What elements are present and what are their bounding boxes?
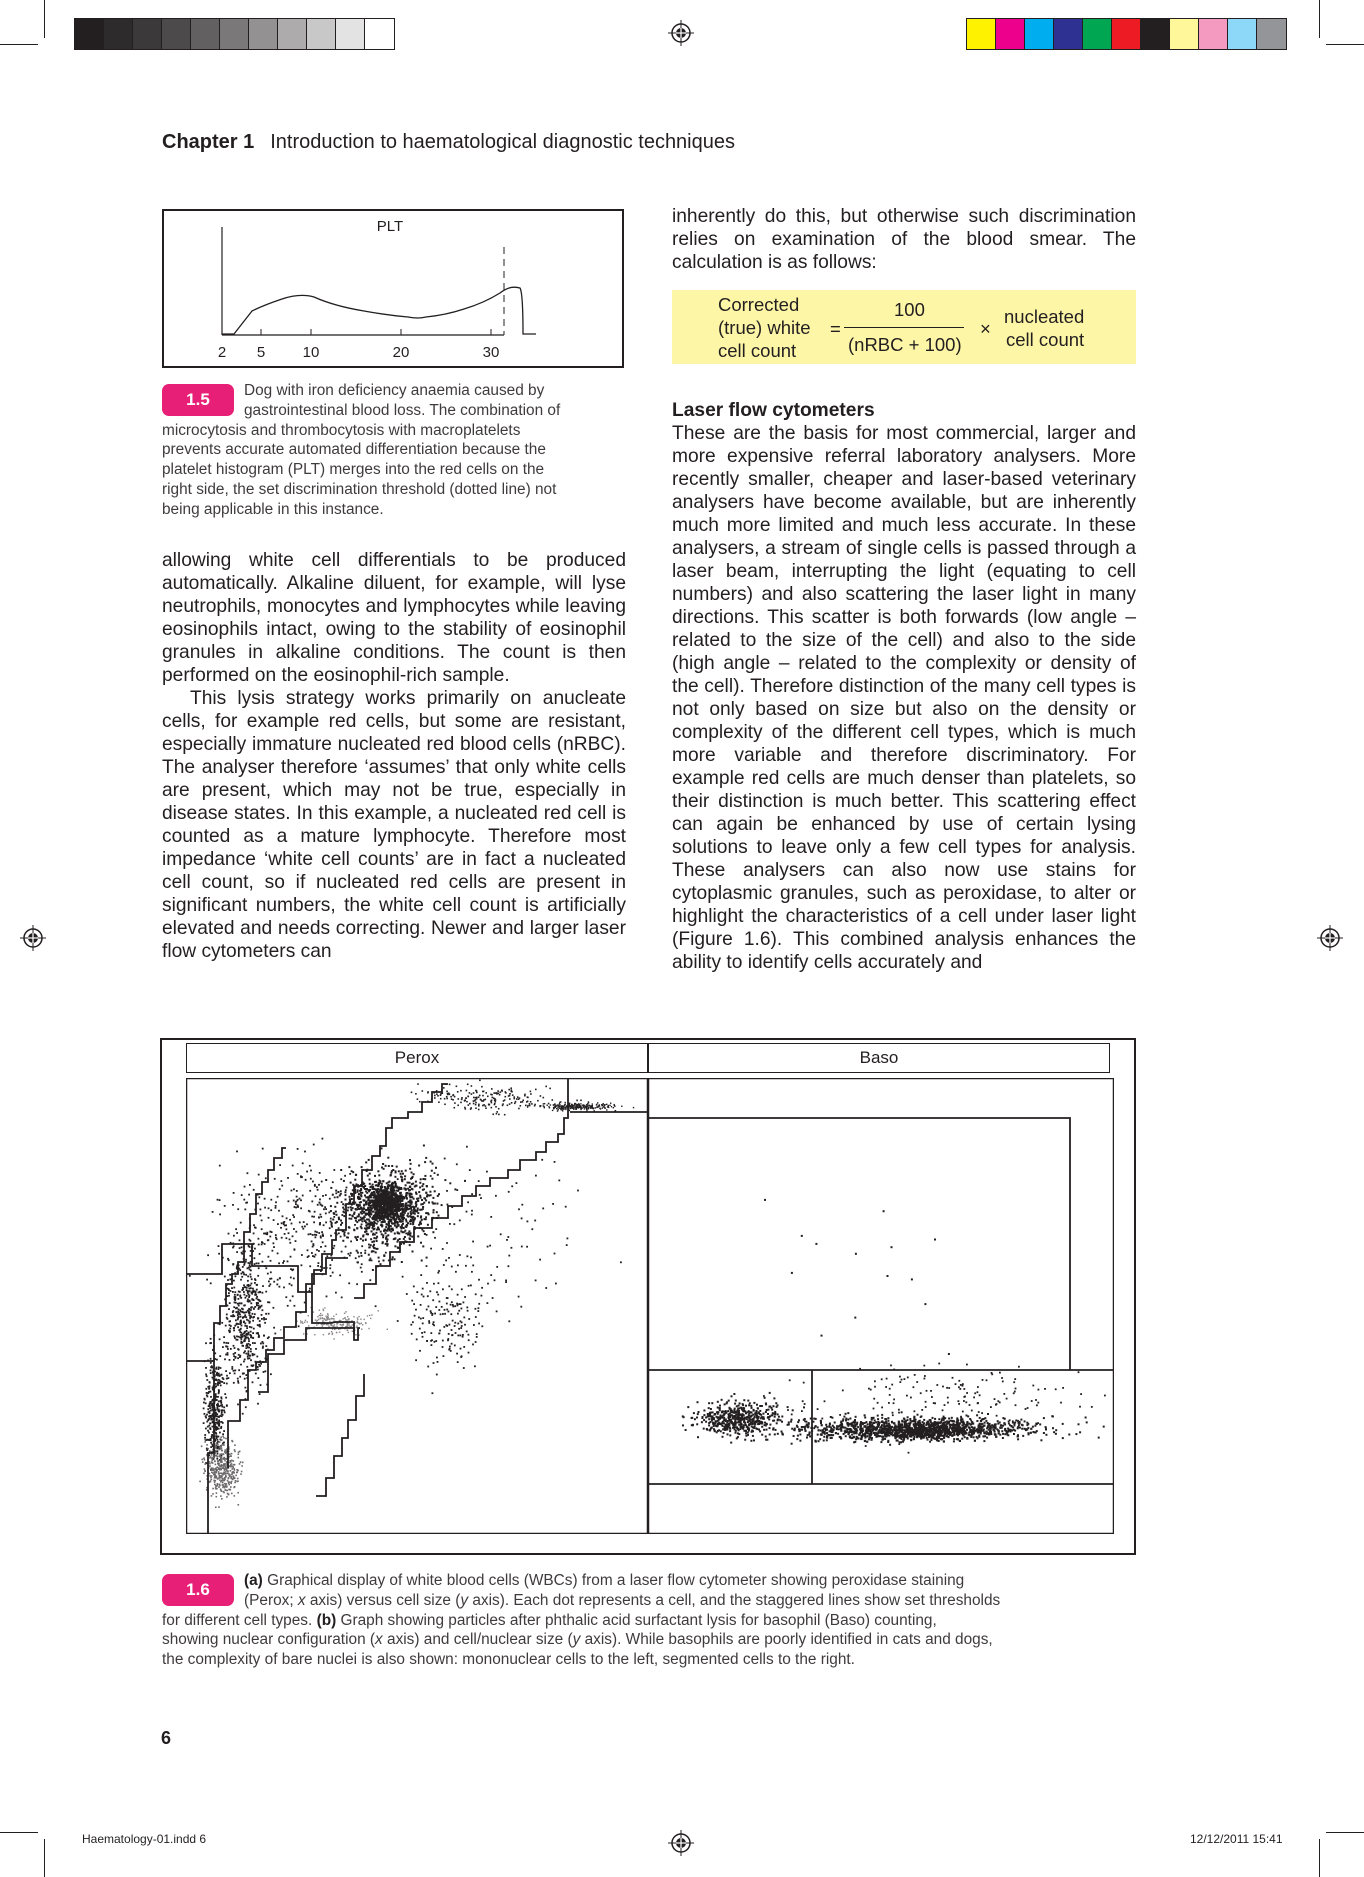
running-header [162, 131, 735, 154]
histogram-curve [222, 287, 536, 334]
right-column-text [672, 399, 1136, 974]
threshold-line [214, 1148, 286, 1361]
threshold-line [316, 1374, 364, 1496]
caption-text: for different cell types. [162, 1611, 317, 1629]
paragraph: inherently do this, but otherwise such discrimination relies on examination of the blood smear. The calculation is as follows: [672, 206, 1136, 273]
caption-text: axis) and cell/nuclear size ( [382, 1631, 573, 1649]
x-tick-label: 10 [302, 344, 320, 361]
caption-text: Graphical display of white blood cells (WBCs) from a laser flow cytometer showing peroxidase staining [267, 1572, 965, 1589]
x-tick-label: 2 [217, 344, 227, 361]
caption-line: prevents accurate automated differentiation because the [162, 441, 546, 459]
color-swatch [191, 19, 220, 49]
slug-filename: Haematology-01.indd 6 [82, 1832, 207, 1846]
baso-plot-frame [649, 1079, 1114, 1534]
caption-text: y [460, 1591, 469, 1609]
figure-1-5-number-badge: 1.5 [162, 384, 234, 416]
formula-rhs-line: cell count [1006, 329, 1085, 350]
baso-cell-dots [682, 1199, 1106, 1454]
caption-text: y [572, 1631, 581, 1649]
color-swatch [967, 19, 996, 49]
caption-line: Dog with iron deficiency anaemia caused by [244, 382, 545, 399]
x-tick-label: 20 [392, 344, 410, 361]
crop-mark [44, 1839, 45, 1877]
threshold-line [228, 1084, 448, 1468]
color-swatch [996, 19, 1025, 49]
crop-mark [1319, 1839, 1320, 1877]
caption-text: axis) versus cell size ( [305, 1591, 461, 1609]
color-swatch [365, 19, 394, 49]
chapter-label: Chapter 1 [162, 131, 255, 153]
formula-lhs-line: Corrected [718, 294, 800, 315]
color-swatch [1141, 19, 1170, 49]
formula-equals: = [830, 318, 841, 339]
panel-b-title: Baso [648, 1043, 1110, 1073]
caption-text: (Perox; [244, 1591, 298, 1609]
platelet-histogram-plot [164, 211, 622, 366]
color-swatch [1257, 19, 1286, 49]
panel-a-title: Perox [186, 1043, 648, 1073]
crop-mark [1326, 44, 1364, 45]
figure-1-5-caption [162, 381, 632, 520]
figure-1-6-number-badge: 1.6 [162, 1574, 234, 1606]
paragraph: This lysis strategy works primarily on anucleate cells, for example red cells, but some are resistant, especially immature nucleated red blood cells (nRBC). The analyser therefore ‘assumes’ that only white cells are present, which may not be true, especially in disease states. In this example, a nucleated red cell is counted as a mature lymphocyte. Therefore most impedance ‘white cell counts’ are in fact a nucleated cell count, so if nucleated red cells are present in significant numbers, the white cell count is artificially elevated and needs correcting. Newer and larger laser flow cytometers can [162, 688, 626, 962]
chapter-title: Introduction to haematological diagnostic techniques [270, 131, 735, 153]
figure-1-5-platelet-histogram [162, 209, 624, 368]
baso-scattergram [648, 1078, 1114, 1534]
color-swatch [75, 19, 104, 49]
caption-text: x [297, 1591, 306, 1609]
color-swatch [307, 19, 336, 49]
caption-line [162, 1591, 1142, 1611]
caption-text: showing nuclear configuration ( [162, 1631, 376, 1649]
caption-part-tag: (a) [244, 1572, 263, 1589]
color-swatch [249, 19, 278, 49]
registration-mark-icon [668, 1830, 694, 1856]
color-swatch [133, 19, 162, 49]
formula-lhs-line: cell count [718, 340, 797, 361]
paragraph: These are the basis for most commercial, larger and more expensive referral laboratory analysers. More recently smaller, cheaper and laser-based veterinary analysers have become available, but are inherently much more limited and much less accurate. In these analysers, a stream of single cells is passed through a laser beam, interrupting the light (equating to cell numbers) and also scattering the laser light in many directions. This scatter is both forwards (low angle – related to the size of the cell) and also to the side (high angle – related to the complexity or density of the cell). Therefore distinction of the many cell types is not only based on size but also on the density or complexity of the different cell types, which is much more variable and therefore discriminatory. For example red cells are much denser than platelets, so their distinction is much better. This scattering effect can again be enhanced by use of certain lysing solutions to leave only a few cell types for analysis. These analysers can also now use stains for cytoplasmic granules, such as peroxidase, to alter or highlight the characteristics of a cell under laser light (Figure 1.6). This combined analysis enhances the ability to identify cells accurately and [672, 423, 1136, 973]
formula-numerator: 100 [894, 299, 925, 320]
color-swatch [162, 19, 191, 49]
color-swatch [1199, 19, 1228, 49]
paragraph: allowing white cell differentials to be produced automatically. Alkaline diluent, for example, will lyse neutrophils, monocytes and lymphocytes while leaving eosinophils intact, owing to the stability of eosinophil granules in alkaline conditions. The count is then performed on the eosinophil-rich sample. [162, 550, 626, 686]
color-swatch [220, 19, 249, 49]
formula-times: × [980, 318, 991, 339]
color-swatch [1228, 19, 1257, 49]
right-column-intro [672, 205, 1136, 274]
figure-1-6-caption [162, 1571, 1142, 1670]
crop-mark [44, 0, 45, 38]
color-swatch [336, 19, 365, 49]
registration-mark-icon [668, 20, 694, 46]
caption-line: platelet histogram (PLT) merges into the red cells on the [162, 461, 545, 479]
slug-timestamp: 12/12/2011 15:41 [1190, 1832, 1283, 1846]
corrected-wbc-formula [672, 290, 1136, 364]
caption-line: microcytosis and thrombocytosis with macroplatelets [162, 421, 521, 439]
color-swatch [1083, 19, 1112, 49]
fraction-bar [844, 327, 964, 328]
page-number: 6 [161, 1728, 172, 1748]
color-swatch [1025, 19, 1054, 49]
caption-line [162, 1571, 1142, 1591]
caption-line [162, 1611, 1142, 1631]
threshold-line [648, 1118, 1070, 1370]
caption-text: axis). Each dot represents a cell, and the staggered lines show set thresholds [468, 1591, 1001, 1609]
color-swatch [278, 19, 307, 49]
caption-line: the complexity of bare nuclei is also shown: mononuclear cells to the left, segmented cells to the right. [162, 1651, 855, 1669]
grey-swatch-strip [74, 18, 395, 50]
perox-cell-dots [189, 1080, 634, 1509]
color-swatch-strip [966, 18, 1287, 50]
crop-mark [0, 1832, 38, 1833]
caption-line [162, 1630, 1142, 1650]
crop-mark [0, 44, 38, 45]
registration-mark-icon [1317, 925, 1343, 951]
crop-mark [1326, 1832, 1364, 1833]
color-swatch [1112, 19, 1141, 49]
x-tick-label: 30 [482, 344, 500, 361]
color-swatch [1170, 19, 1199, 49]
caption-text: Graph showing particles after phthalic acid surfactant lysis for basophil (Baso) counting, [336, 1611, 937, 1629]
formula-lhs-line: (true) white [718, 317, 811, 338]
formula-denominator: (nRBC + 100) [848, 334, 962, 355]
registration-mark-icon [20, 925, 46, 951]
caption-text: x [375, 1631, 383, 1649]
section-heading: Laser flow cytometers [672, 400, 875, 421]
crop-mark [1319, 0, 1320, 38]
figure-1-6-scattergrams [160, 1038, 1136, 1555]
caption-line: right side, the set discrimination threshold (dotted line) not [162, 480, 557, 498]
formula-rhs-line: nucleated [1004, 306, 1085, 327]
caption-line: gastrointestinal blood loss. The combination of [244, 401, 561, 419]
left-column-text [162, 549, 626, 963]
color-swatch [1054, 19, 1083, 49]
histogram-title: PLT [376, 218, 404, 235]
caption-part-tag: (b) [316, 1611, 337, 1629]
caption-text: axis). While basophils are poorly identified in cats and dogs, [580, 1631, 993, 1649]
x-tick-label: 5 [256, 344, 266, 361]
color-swatch [104, 19, 133, 49]
perox-scattergram [186, 1078, 648, 1534]
caption-line: being applicable in this instance. [162, 500, 384, 518]
